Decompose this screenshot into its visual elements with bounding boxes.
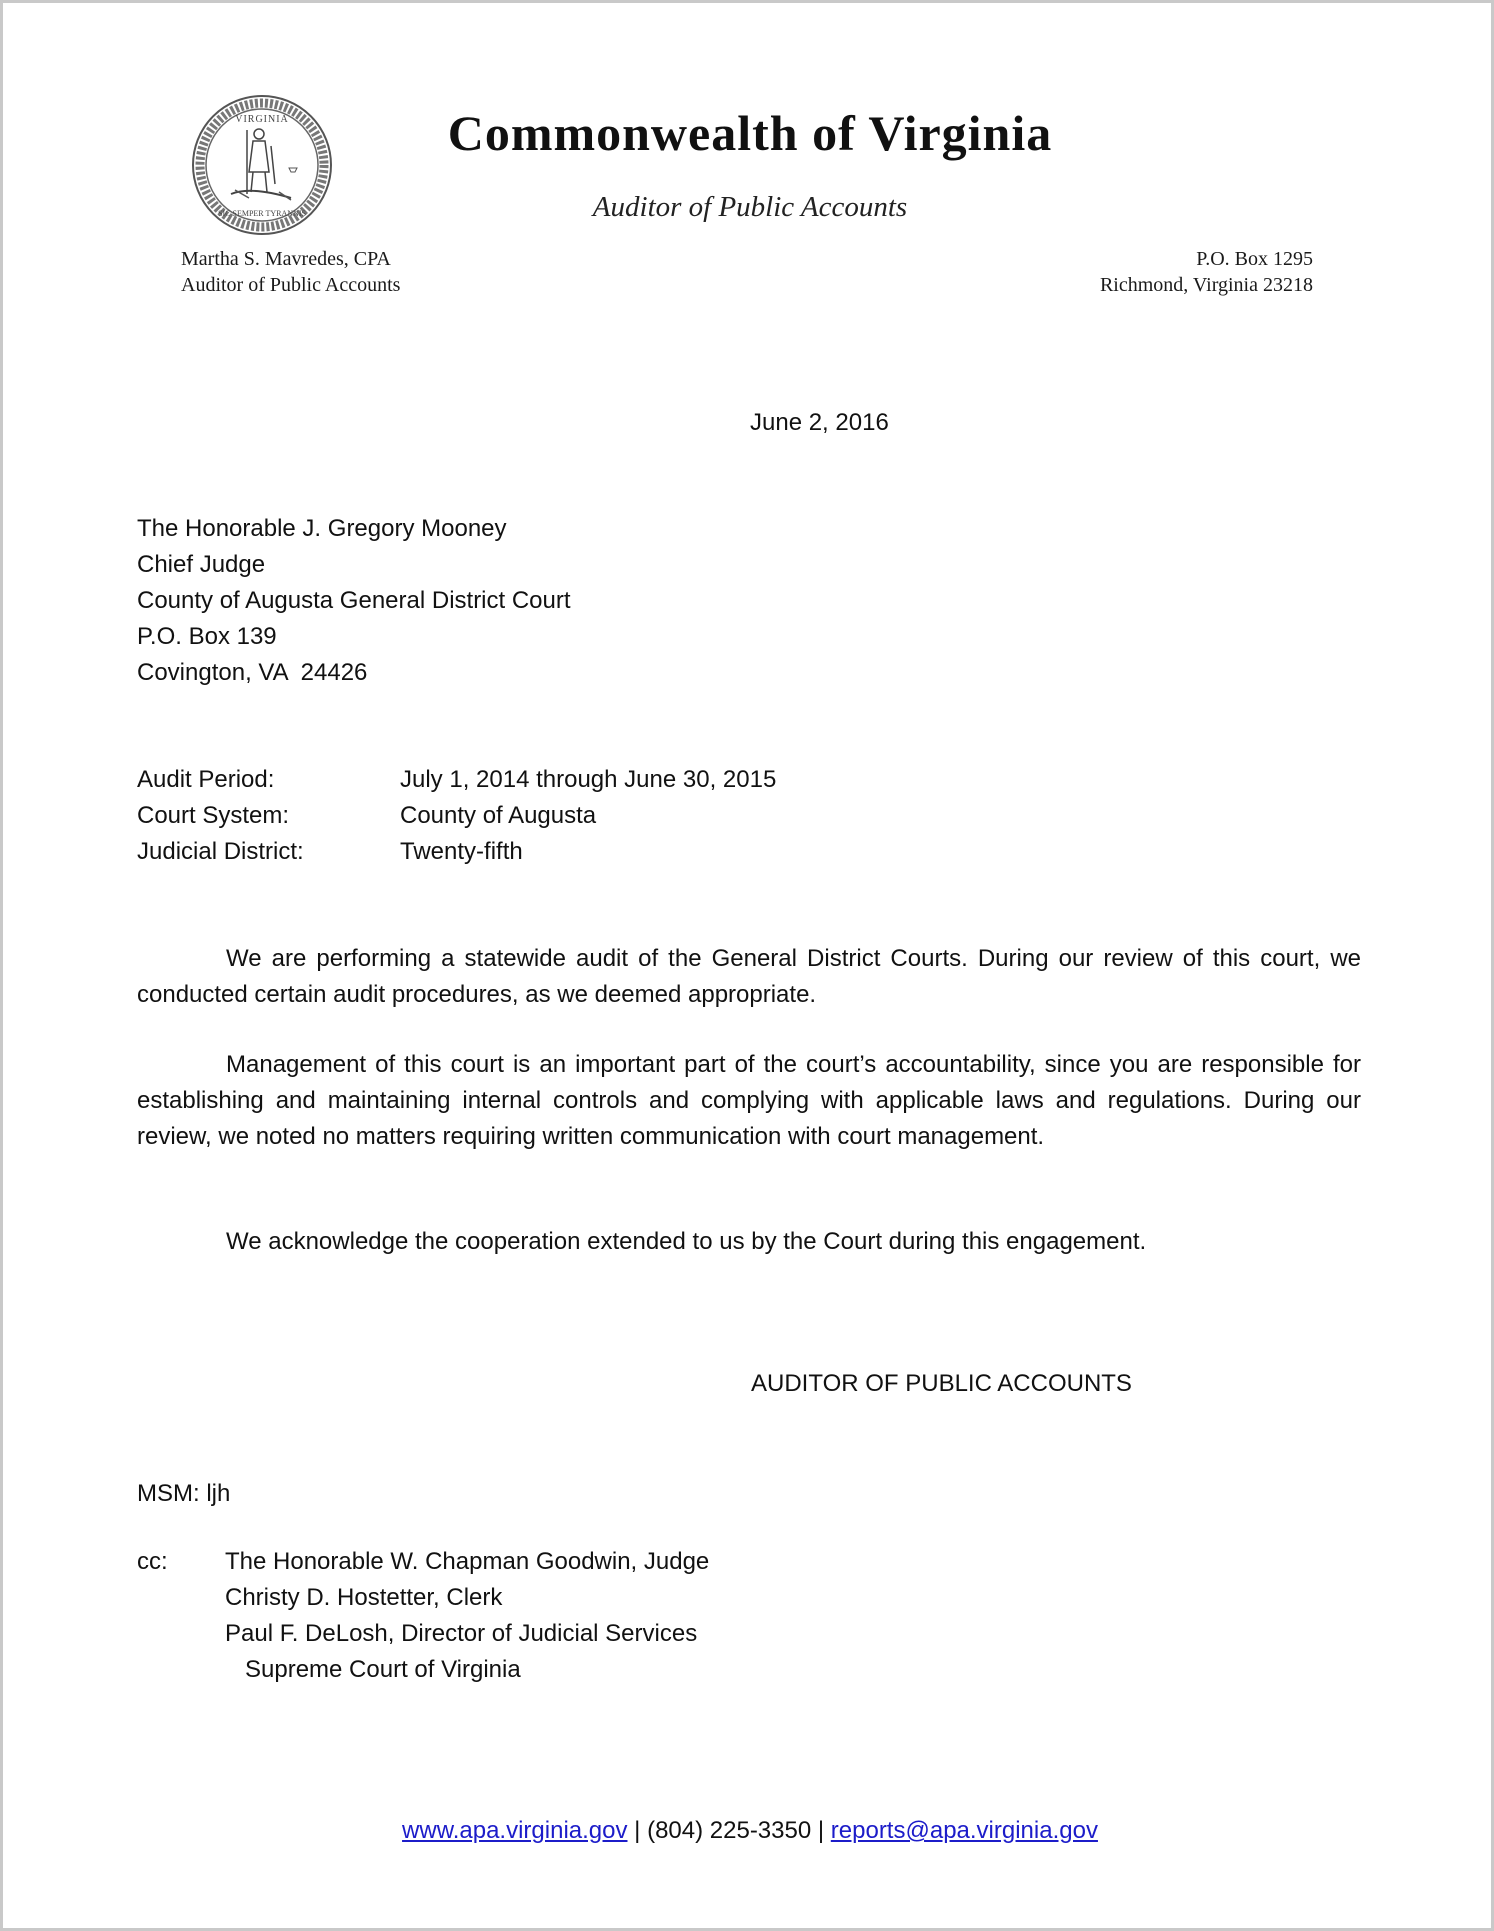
court-system-value: County of Augusta — [400, 802, 597, 829]
recipient-address — [137, 511, 571, 691]
recipient-po-box: P.O. Box 139 — [137, 623, 277, 650]
cc-recipient: Paul F. DeLosh, Director of Judicial Services — [225, 1620, 698, 1647]
virginia-state-seal-icon — [191, 94, 333, 236]
court-system-label: Court System: — [137, 802, 290, 829]
typist-initials: MSM: ljh — [137, 1480, 231, 1507]
cc-recipient-organization: Supreme Court of Virginia — [245, 1656, 521, 1683]
judicial-district-value: Twenty-fifth — [400, 838, 523, 865]
recipient-title: Chief Judge — [137, 551, 266, 578]
letterhead-subtitle: Auditor of Public Accounts — [592, 191, 908, 223]
svg-text:SIC SEMPER TYRANNIS: SIC SEMPER TYRANNIS — [218, 209, 306, 218]
body-paragraph-3: We acknowledge the cooperation extended to us by the Court during this engagement. — [226, 1228, 1147, 1255]
footer-separator: | — [811, 1817, 831, 1844]
office-po-box: P.O. Box 1295 — [1196, 248, 1313, 270]
cc-row — [137, 1580, 709, 1616]
body-paragraph-2: Management of this court is an important part of the court’s accountability, since you are responsible for establishing and maintaining internal controls and complying with applicable laws and regulations. During our review, we noted no matters requiring written communication with court management. — [137, 1051, 1361, 1150]
audit-period-label: Audit Period: — [137, 766, 275, 793]
letter-date: June 2, 2016 — [750, 409, 889, 436]
audit-period-value: July 1, 2014 through June 30, 2015 — [400, 766, 777, 793]
footer-separator: | — [627, 1817, 648, 1844]
email-link[interactable]: reports@apa.virginia.gov — [830, 1817, 1098, 1844]
recipient-city-state-zip: Covington, VA 24426 — [137, 659, 368, 686]
court-system-row — [137, 798, 776, 834]
audit-info — [137, 762, 776, 870]
page-footer — [3, 1813, 1494, 1849]
signature-block: AUDITOR OF PUBLIC ACCOUNTS — [751, 1370, 1132, 1397]
cc-recipient: Christy D. Hostetter, Clerk — [225, 1584, 503, 1611]
auditor-name-block — [181, 246, 400, 298]
svg-text:VIRGINIA: VIRGINIA — [235, 114, 289, 125]
office-city-state: Richmond, Virginia 23218 — [1099, 274, 1313, 296]
footer-phone: (804) 225-3350 — [647, 1817, 812, 1844]
recipient-court: County of Augusta General District Court — [137, 587, 571, 614]
website-link[interactable]: www.apa.virginia.gov — [402, 1817, 628, 1844]
judicial-district-label: Judicial District: — [137, 838, 304, 865]
judicial-district-row — [137, 834, 776, 870]
auditor-title: Auditor of Public Accounts — [181, 274, 401, 296]
letterhead-title: Commonwealth of Virginia — [447, 105, 1053, 161]
recipient-name: The Honorable J. Gregory Mooney — [137, 515, 507, 542]
cc-row — [137, 1544, 709, 1580]
body-paragraph-1: We are performing a statewide audit of the General District Courts. During our review of this court, we conducted certain audit procedures, as we deemed appropriate. — [137, 945, 1361, 1008]
cc-list — [137, 1544, 709, 1688]
cc-row — [137, 1616, 709, 1652]
cc-recipient: The Honorable W. Chapman Goodwin, Judge — [225, 1548, 710, 1575]
cc-row — [137, 1652, 709, 1688]
cc-label: cc: — [137, 1548, 168, 1575]
office-address-block — [1100, 246, 1313, 298]
auditor-name: Martha S. Mavredes, CPA — [181, 248, 391, 270]
audit-period-row — [137, 762, 776, 798]
